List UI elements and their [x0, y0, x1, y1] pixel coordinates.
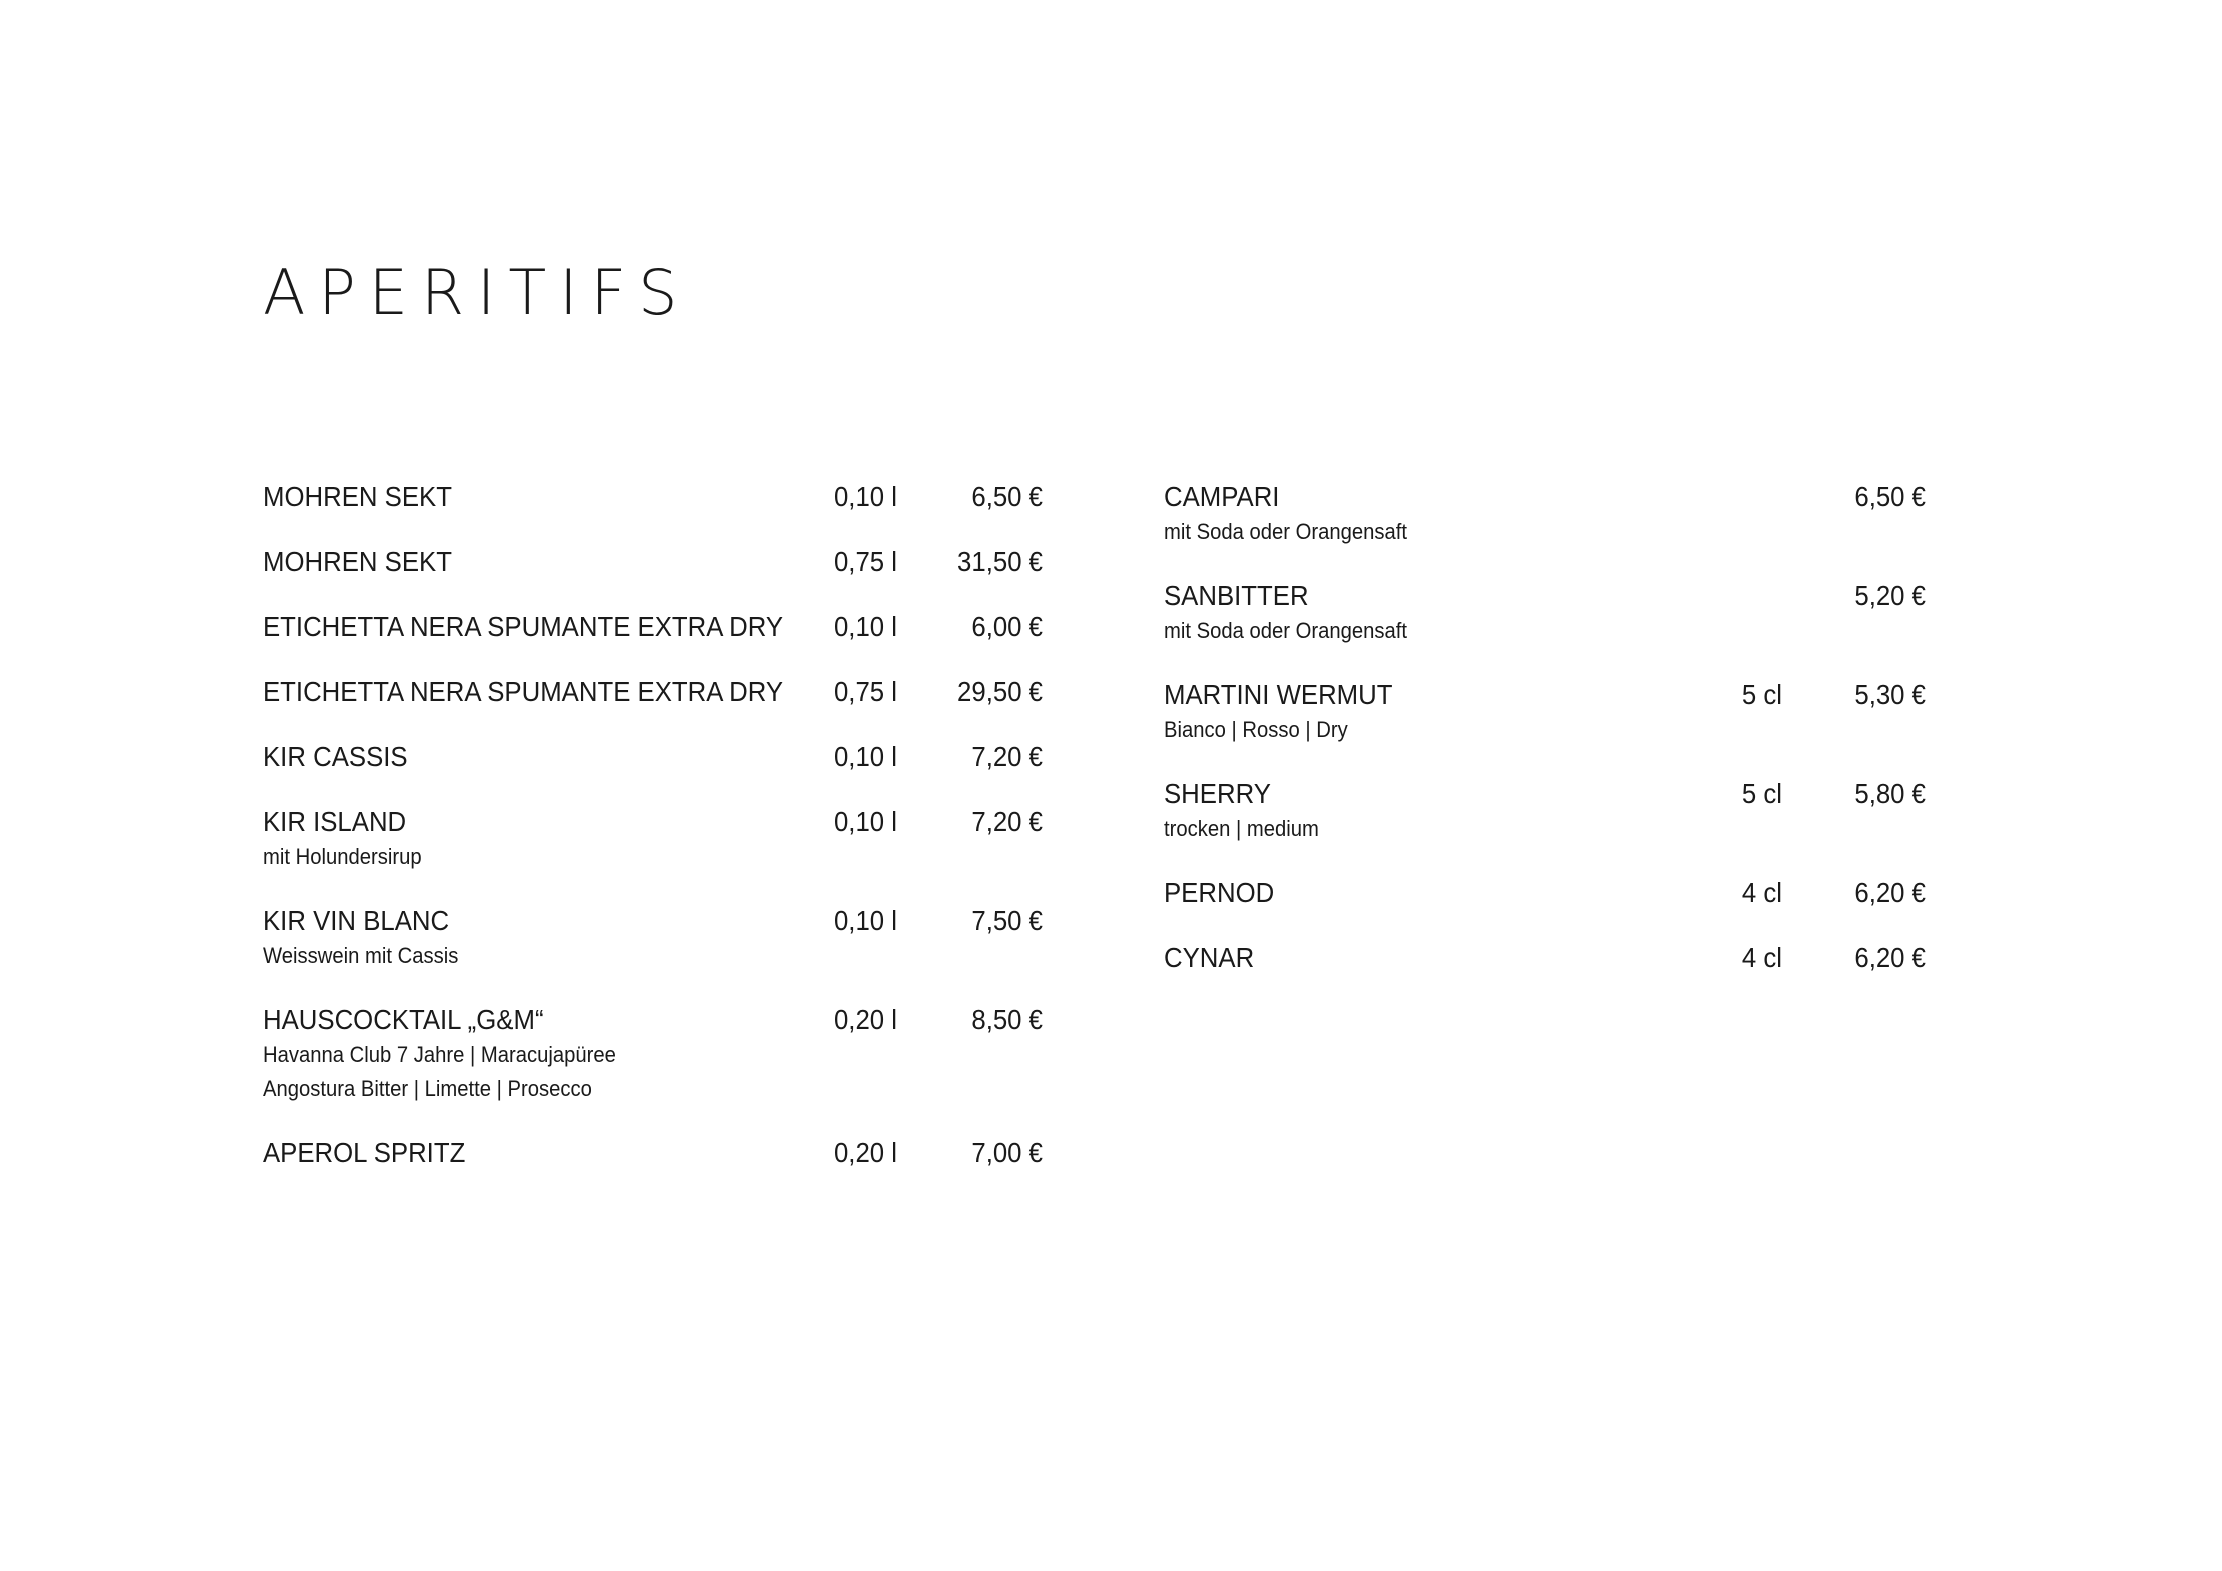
menu-item: [263, 675, 1043, 709]
menu-item-name: APEROL SPRITZ: [263, 1137, 466, 1168]
menu-item-row: [1164, 941, 1926, 975]
menu-item-row: [1164, 480, 1926, 514]
menu-item-name: SHERRY: [1164, 778, 1271, 809]
menu-item-name: KIR ISLAND: [263, 806, 407, 837]
menu-item-size: 0,10 l: [833, 905, 897, 936]
menu-item-row: [263, 480, 1043, 514]
menu-item: [1164, 480, 1926, 548]
menu-item-price: 5,80 €: [1854, 778, 1926, 809]
menu-item-description: mit Soda oder Orangensaft: [1164, 618, 1408, 643]
menu-item-row: [1164, 678, 1926, 712]
menu-item: [263, 610, 1043, 644]
menu-item: [263, 1136, 1043, 1170]
menu-item: [1164, 777, 1926, 845]
menu-item: [263, 480, 1043, 514]
menu-item-price: 6,00 €: [971, 611, 1043, 642]
menu-item-description: trocken | medium: [1164, 816, 1319, 841]
menu-item-name: KIR CASSIS: [263, 741, 408, 772]
menu-item-row: [1164, 876, 1926, 910]
menu-item-description: mit Soda oder Orangensaft: [1164, 519, 1408, 544]
menu-item-size: 0,20 l: [833, 1137, 897, 1168]
menu-item-description: mit Holundersirup: [263, 844, 422, 869]
menu-item-name: MOHREN SEKT: [263, 481, 452, 512]
menu-item-row: [1164, 579, 1926, 613]
menu-item: [263, 740, 1043, 774]
right-menu-column: [1164, 480, 1926, 1006]
menu-item-price: 8,50 €: [971, 1004, 1043, 1035]
menu-item-name: CAMPARI: [1164, 481, 1280, 512]
menu-item-description: Weisswein mit Cassis: [263, 943, 459, 968]
menu-item-name: MARTINI WERMUT: [1164, 679, 1393, 710]
menu-item-description: Bianco | Rosso | Dry: [1164, 717, 1348, 742]
menu-item-size: 0,10 l: [833, 806, 897, 837]
menu-item-price: 5,20 €: [1854, 580, 1926, 611]
menu-item-name: MOHREN SEKT: [263, 546, 452, 577]
menu-item: [263, 545, 1043, 579]
menu-item-name: SANBITTER: [1164, 580, 1309, 611]
menu-item-price: 29,50 €: [957, 676, 1043, 707]
menu-item: [1164, 678, 1926, 746]
menu-item-price: 7,20 €: [971, 806, 1043, 837]
menu-item-row: [263, 904, 1043, 938]
menu-item-name: ETICHETTA NERA SPUMANTE EXTRA DRY: [263, 611, 784, 642]
menu-item-name: HAUSCOCKTAIL „G&M“: [263, 1004, 544, 1035]
menu-item: [263, 1003, 1043, 1105]
menu-item-name: ETICHETTA NERA SPUMANTE EXTRA DRY: [263, 676, 784, 707]
menu-item-row: [1164, 777, 1926, 811]
menu-item-size: 5 cl: [1741, 778, 1782, 809]
page-title: APERITIFS: [263, 256, 691, 329]
menu-item: [263, 904, 1043, 972]
menu-item-price: 31,50 €: [957, 546, 1043, 577]
menu-item-name: CYNAR: [1164, 942, 1255, 973]
menu-item-price: 6,20 €: [1854, 942, 1926, 973]
menu-item-price: 7,20 €: [971, 741, 1043, 772]
left-menu-column: [263, 480, 1043, 1201]
menu-item-size: 0,10 l: [833, 611, 897, 642]
menu-item: [1164, 941, 1926, 975]
menu-item-row: [263, 675, 1043, 709]
menu-item-row: [263, 805, 1043, 839]
menu-item-size: 4 cl: [1741, 877, 1782, 908]
menu-item-name: PERNOD: [1164, 877, 1275, 908]
menu-item-size: 0,10 l: [833, 481, 897, 512]
menu-item: [1164, 876, 1926, 910]
menu-item-price: 6,50 €: [1854, 481, 1926, 512]
menu-item-price: 5,30 €: [1854, 679, 1926, 710]
menu-item-name: KIR VIN BLANC: [263, 905, 450, 936]
menu-item-price: 6,20 €: [1854, 877, 1926, 908]
menu-item-price: 7,50 €: [971, 905, 1043, 936]
menu-item-size: 0,75 l: [833, 546, 897, 577]
menu-item-price: 6,50 €: [971, 481, 1043, 512]
menu-item-size: 5 cl: [1741, 679, 1782, 710]
menu-item-size: 0,75 l: [833, 676, 897, 707]
menu-item-size: 4 cl: [1741, 942, 1782, 973]
menu-item-description: Angostura Bitter | Limette | Prosecco: [263, 1076, 592, 1101]
menu-item-row: [263, 545, 1043, 579]
menu-item-size: 0,10 l: [833, 741, 897, 772]
menu-item-size: 0,20 l: [833, 1004, 897, 1035]
menu-item: [263, 805, 1043, 873]
menu-item-row: [263, 740, 1043, 774]
menu-item: [1164, 579, 1926, 647]
menu-item-description: Havanna Club 7 Jahre | Maracujapüree: [263, 1042, 616, 1067]
menu-item-row: [263, 1003, 1043, 1037]
menu-item-row: [263, 610, 1043, 644]
menu-item-row: [263, 1136, 1043, 1170]
menu-item-price: 7,00 €: [971, 1137, 1043, 1168]
